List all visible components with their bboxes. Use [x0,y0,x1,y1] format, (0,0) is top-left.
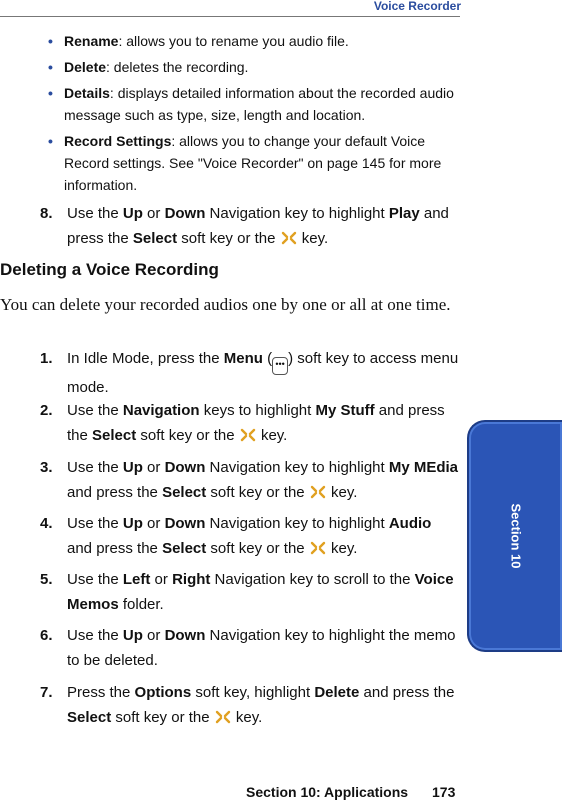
footer-section-title: Section 10: Applications [246,784,409,800]
navigation-center-key-icon [280,231,298,245]
bullet-icon: • [48,33,53,49]
page-number: 173 [432,784,456,800]
step-1 [40,346,460,400]
navigation-center-key-icon [239,428,257,442]
bullet-icon: • [48,85,53,101]
bullet-term: Details [64,85,110,101]
step-6 [40,623,460,673]
step-8 [40,201,460,251]
step-text: Use the Up or Down Navigation key to highlight Play and press the Select soft key or the key. [67,205,449,247]
step-5 [40,567,460,617]
step-text: Use the Left or Right Navigation key to scroll to the Voice Memos folder. [67,571,454,613]
step-number: 1. [40,350,53,367]
bullet-term: Record Settings [64,133,172,149]
options-list [48,30,468,200]
step-7 [40,680,460,730]
navigation-center-key-icon [309,541,327,555]
bullet-text: : allows you to change your default Voice Record settings. See "Voice Recorder" on page 145 for more information. [64,133,442,193]
bullet-term: Rename [64,33,119,49]
bullet-term: Delete [64,59,107,75]
navigation-center-key-icon [214,710,232,724]
section-tab [467,420,562,652]
section-intro: You can delete your recorded audios one by one or all at one time. [0,295,451,314]
bullet-text: : allows you to rename you audio file. [118,33,349,49]
step-text: Press the Options soft key, highlight Delete and press the Select soft key or the key. [67,684,455,726]
step-number: 7. [40,684,53,701]
list-item [48,82,468,126]
step-number: 5. [40,571,53,588]
menu-softkey-icon: ••• [272,357,288,375]
bullet-icon: • [48,133,53,149]
list-item [48,56,468,78]
list-item [48,130,468,196]
header-rule [0,16,460,17]
navigation-center-key-icon [309,485,327,499]
list-item [48,30,468,52]
step-4 [40,511,460,561]
step-text: Use the Up or Down Navigation key to highlight the memo to be deleted. [67,627,456,669]
step-text: Use the Navigation keys to highlight My Stuff and press the Select soft key or the key. [67,402,445,444]
step-2 [40,398,460,448]
section-tab-label: Section 10 [508,503,523,569]
step-text: Use the Up or Down Navigation key to highlight Audio and press the Select soft key or the key. [67,515,432,557]
step-number: 3. [40,459,53,476]
step-number: 2. [40,402,53,419]
step-number: 4. [40,515,53,532]
step-3 [40,455,460,505]
step-text: Use the Up or Down Navigation key to highlight My MEdia and press the Select soft key or the key. [67,459,459,501]
bullet-icon: • [48,59,53,75]
bullet-text: : deletes the recording. [106,59,249,75]
step-number: 8. [40,205,53,222]
step-text: In Idle Mode, press the Menu ( ••• ) soft key to access menu mode. [67,350,459,396]
section-heading: Deleting a Voice Recording [0,260,219,279]
bullet-text: : displays detailed information about the recorded audio message such as type, size, length and location. [64,85,454,123]
step-number: 6. [40,627,53,644]
header-title: Voice Recorder [373,0,461,13]
